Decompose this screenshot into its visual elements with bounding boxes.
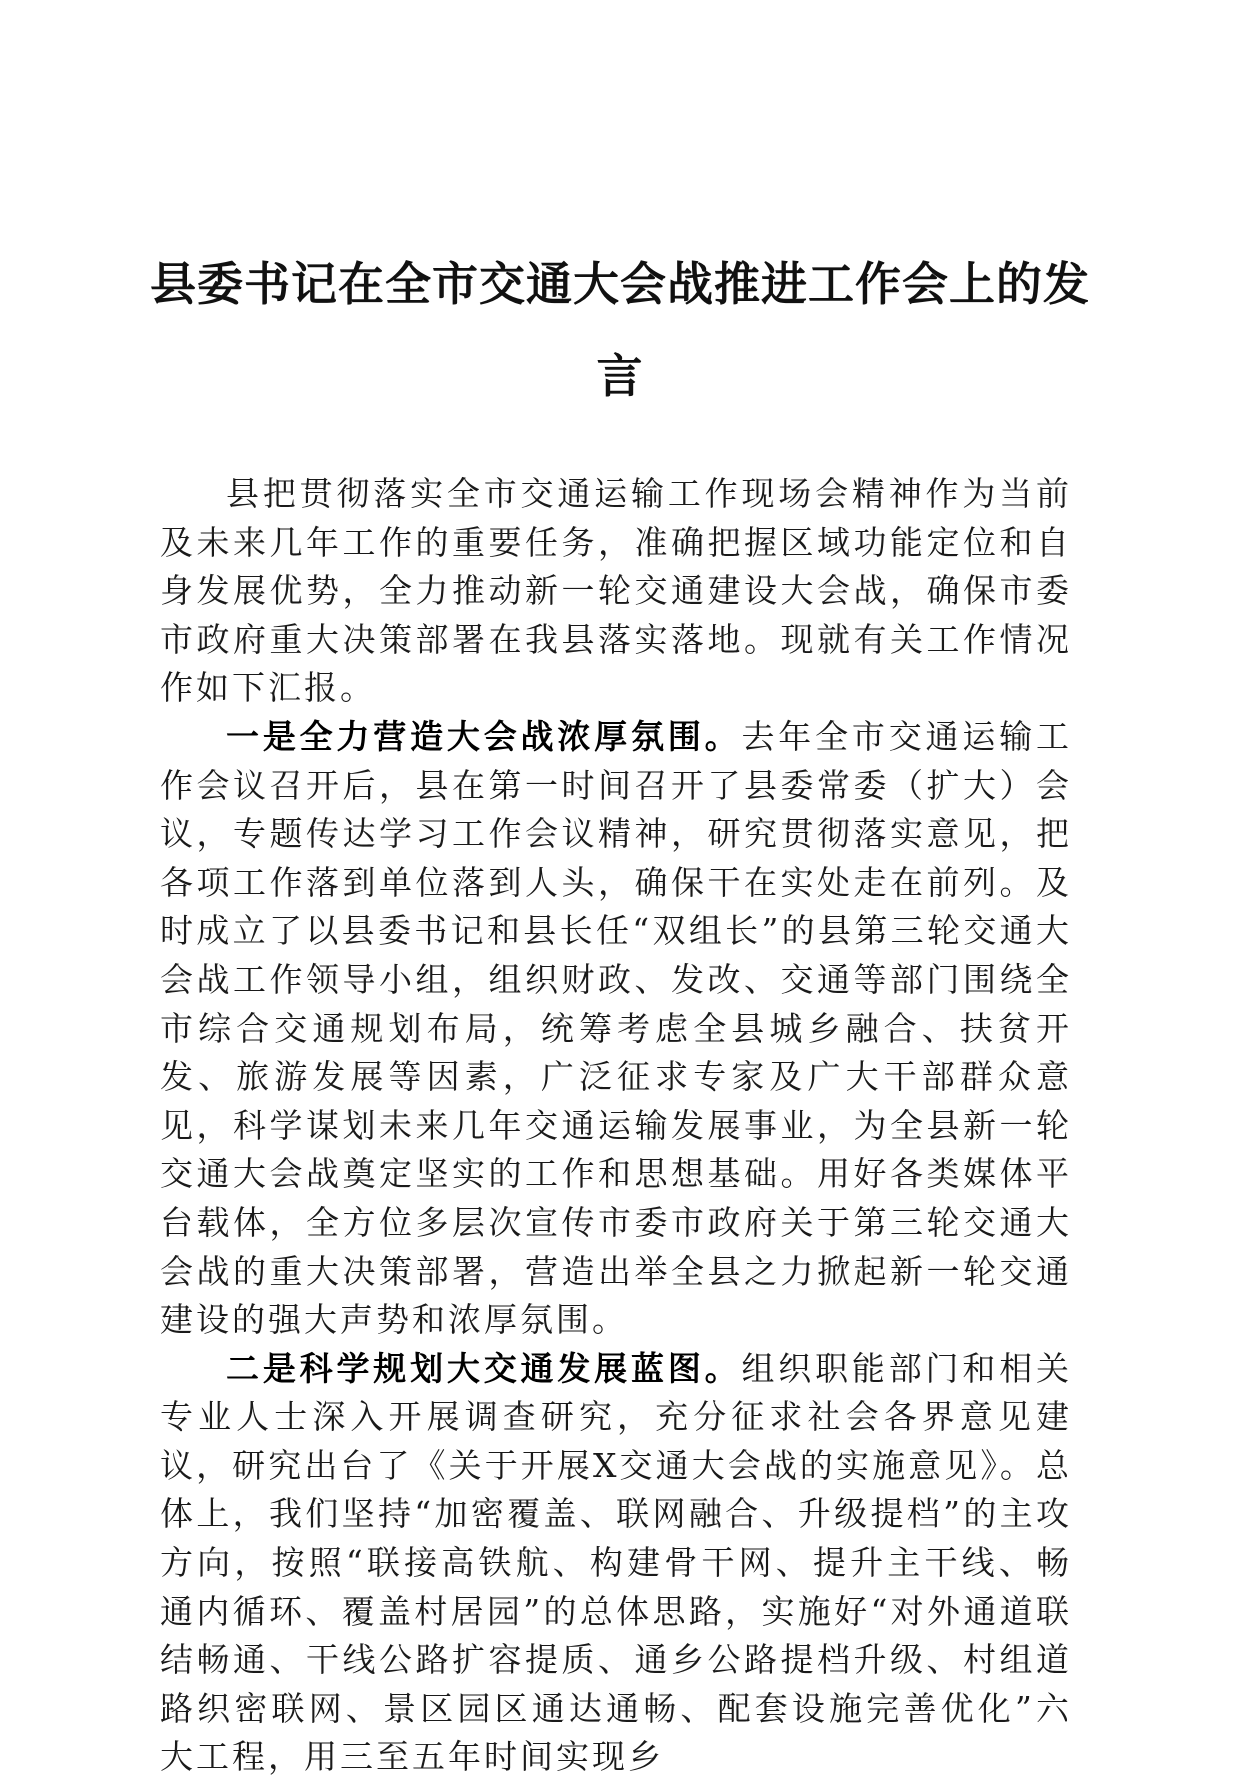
paragraph-planning-heading: 二是科学规划大交通发展蓝图。 bbox=[226, 1348, 742, 1388]
document-title: 县委书记在全市交通大会战推进工作会上的发言 bbox=[150, 257, 1090, 403]
document-body bbox=[160, 470, 1072, 1782]
paragraph-intro bbox=[160, 470, 1072, 713]
paragraph-planning-text: 组织职能部门和相关专业人士深入开展调查研究，充分征求社会各界意见建议，研究出台了《关于开展X交通大会战的实施意见》。总体上，我们坚持“加密覆盖、联网融合、升级提档”的主攻方向，按照“联接高铁航、构建骨干网、提升主干线、畅通内循环、覆盖村居园”的总体思路，实施好“对外通道联结畅通、干线公路扩容提质、通乡公路提档升级、村组道路织密联网、景区园区通达通畅、配套设施完善优化”六大工程，用三至五年时间实现乡 bbox=[160, 1348, 1073, 1777]
paragraph-atmosphere-text: 去年全市交通运输工作会议召开后，县在第一时间召开了县委常委（扩大）会议，专题传达学习工作会议精神，研究贯彻落实意见，把各项工作落到单位落到人头，确保干在实处走在前列。及时成立了以县委书记和县长任“双组长”的县第三轮交通大会战工作领导小组，组织财政、发改、交通等部门围绕全市综合交通规划布局，统筹考虑全县城乡融合、扶贫开发、旅游发展等因素，广泛征求专家及广大干部群众意见，科学谋划未来几年交通运输发展事业，为全县新一轮交通大会战奠定坚实的工作和思想基础。用好各类媒体平台载体，全方位多层次宣传市委市政府关于第三轮交通大会战的重大决策部署，营造出举全县之力掀起新一轮交通建设的强大声势和浓厚氛围。 bbox=[160, 716, 1073, 1340]
paragraph-planning bbox=[160, 1345, 1072, 1782]
paragraph-intro-text: 县把贯彻落实全市交通运输工作现场会精神作为当前及未来几年工作的重要任务，准确把握区域功能定位和自身发展优势，全力推动新一轮交通建设大会战，确保市委市政府重大决策部署在我县落实落地。现就有关工作情况作如下汇报。 bbox=[160, 474, 1072, 708]
paragraph-atmosphere bbox=[160, 713, 1072, 1345]
paragraph-atmosphere-heading: 一是全力营造大会战浓厚氛围。 bbox=[226, 716, 742, 756]
